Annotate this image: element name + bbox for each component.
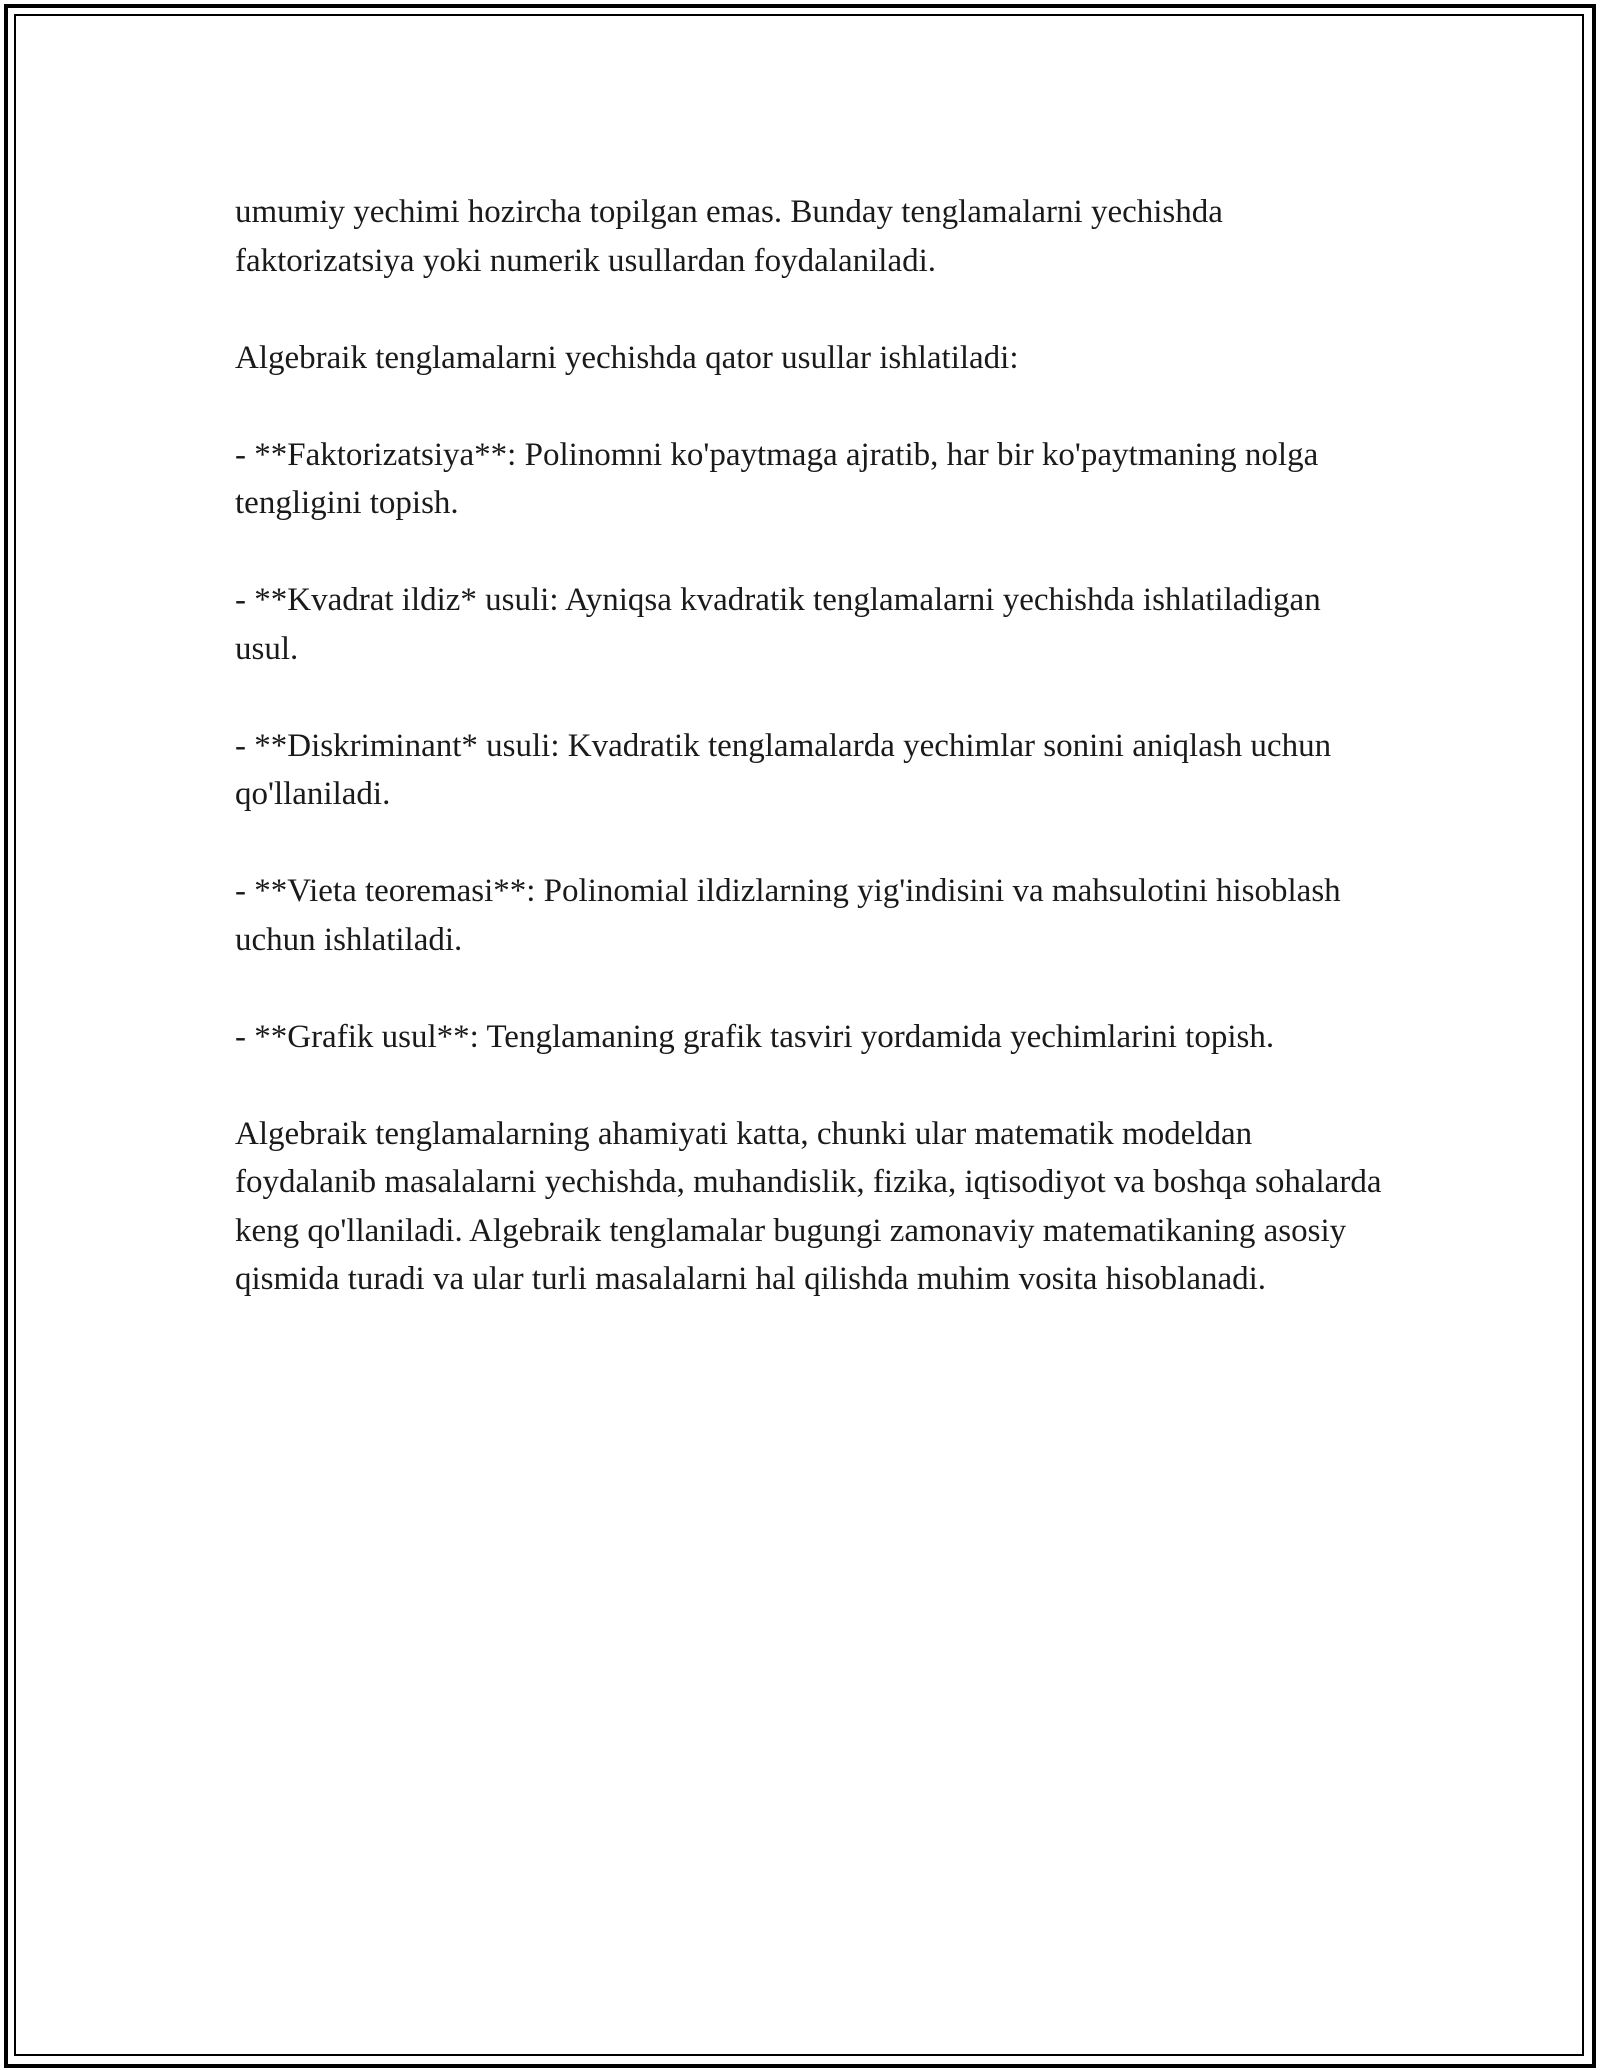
paragraph-conclusion: Algebraik tenglamalarning ahamiyati katta, chunki ular matematik modeldan foydalanib masalalarni yechishda, muhandislik, fizika, iqtisodiyot va boshqa sohalarda keng qo'llaniladi. Algebraik tenglamalar bugungi zamonaviy matematikaning asosiy qismida turadi va ular turli masalalarni hal qilishda muhim vosita hisoblanadi. [235, 1115, 1390, 1297]
list-item-graphical: - **Grafik usul**: Tenglamaning grafik tasviri yordamida yechimlarini topish. [235, 1018, 1275, 1055]
paragraph-intro: umumiy yechimi hozircha topilgan emas. Bunday tenglamalarni yechishda faktorizatsiya yoki numerik usullardan foydalaniladi. [235, 194, 1232, 279]
document-body [235, 188, 1390, 1304]
list-item-discriminant: - **Diskriminant* usuli: Kvadratik tenglamalarda yechimlar sonini aniqlash uchun qo'llaniladi. [235, 727, 1340, 812]
list-item-factorization: - **Faktorizatsiya**: Polinomni ko'paytmaga ajratib, har bir ko'paytmaning nolga tengligini topish. [235, 436, 1327, 521]
list-item-square-root: - **Kvadrat ildiz* usuli: Ayniqsa kvadratik tenglamalarni yechishda ishlatiladigan usul. [235, 582, 1329, 667]
paragraph-methods-heading: Algebraik tenglamalarni yechishda qator usullar ishlatiladi: [235, 339, 1019, 376]
list-item-vieta: - **Vieta teoremasi**: Polinomial ildizlarning yig'indisini va mahsulotini hisoblash uchun ishlatiladi. [235, 873, 1349, 958]
